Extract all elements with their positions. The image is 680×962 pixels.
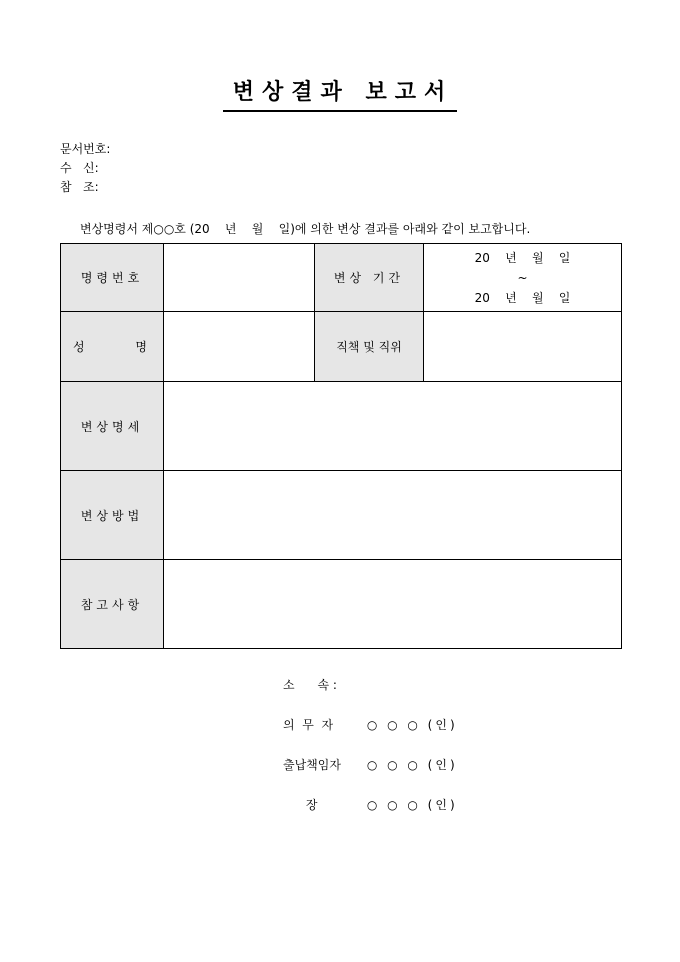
- signature-row: [283, 676, 458, 716]
- signature-row: [283, 796, 458, 836]
- table-row: [61, 471, 622, 560]
- affiliation-label: 소 속 :: [283, 678, 337, 692]
- reference-label: 참 조:: [60, 180, 99, 194]
- position-field[interactable]: [424, 312, 622, 382]
- head-label: 장: [283, 798, 318, 812]
- cashier-seal: ○ ○ ○ (인): [366, 758, 458, 772]
- notes-label: 참고사항: [61, 560, 164, 649]
- method-label: 변상방법: [61, 471, 164, 560]
- name-label: 성 명: [61, 312, 164, 382]
- head-seal: ○ ○ ○ (인): [366, 798, 458, 812]
- period-field[interactable]: [424, 244, 622, 312]
- recipient-label: 수 신:: [60, 161, 99, 175]
- method-field[interactable]: [164, 471, 622, 560]
- table-row: [61, 560, 622, 649]
- order-number-field[interactable]: [164, 244, 315, 312]
- period-end: 20 년 월 일: [474, 290, 571, 305]
- notes-field[interactable]: [164, 560, 622, 649]
- table-row: [61, 382, 622, 471]
- table-row: [61, 312, 622, 382]
- detail-label: 변상명세: [61, 382, 164, 471]
- obligor-seal: ○ ○ ○ (인): [366, 718, 458, 732]
- period-label: 변상 기간: [315, 244, 424, 312]
- report-table: [60, 243, 622, 649]
- signature-row: [283, 716, 458, 756]
- intro-sentence: 변상명령서 제○○호 (20 년 월 일)에 의한 변상 결과를 아래와 같이 보고합니다.: [80, 222, 531, 236]
- detail-field[interactable]: [164, 382, 622, 471]
- title-block: [0, 76, 680, 112]
- doc-number-label: 문서번호:: [60, 142, 111, 156]
- signature-block: [283, 676, 458, 836]
- table-row: [61, 244, 622, 312]
- period-start: 20 년 월 일: [474, 250, 571, 265]
- document-title: 변상결과 보고서: [223, 76, 457, 112]
- period-tilde: ~: [517, 270, 528, 285]
- obligor-label: 의 무 자: [283, 718, 334, 732]
- signature-row: [283, 756, 458, 796]
- name-field[interactable]: [164, 312, 315, 382]
- position-label: 직책 및 직위: [315, 312, 424, 382]
- cashier-label: 출납책임자: [283, 758, 341, 772]
- document-meta: [60, 140, 110, 197]
- order-number-label: 명령번호: [61, 244, 164, 312]
